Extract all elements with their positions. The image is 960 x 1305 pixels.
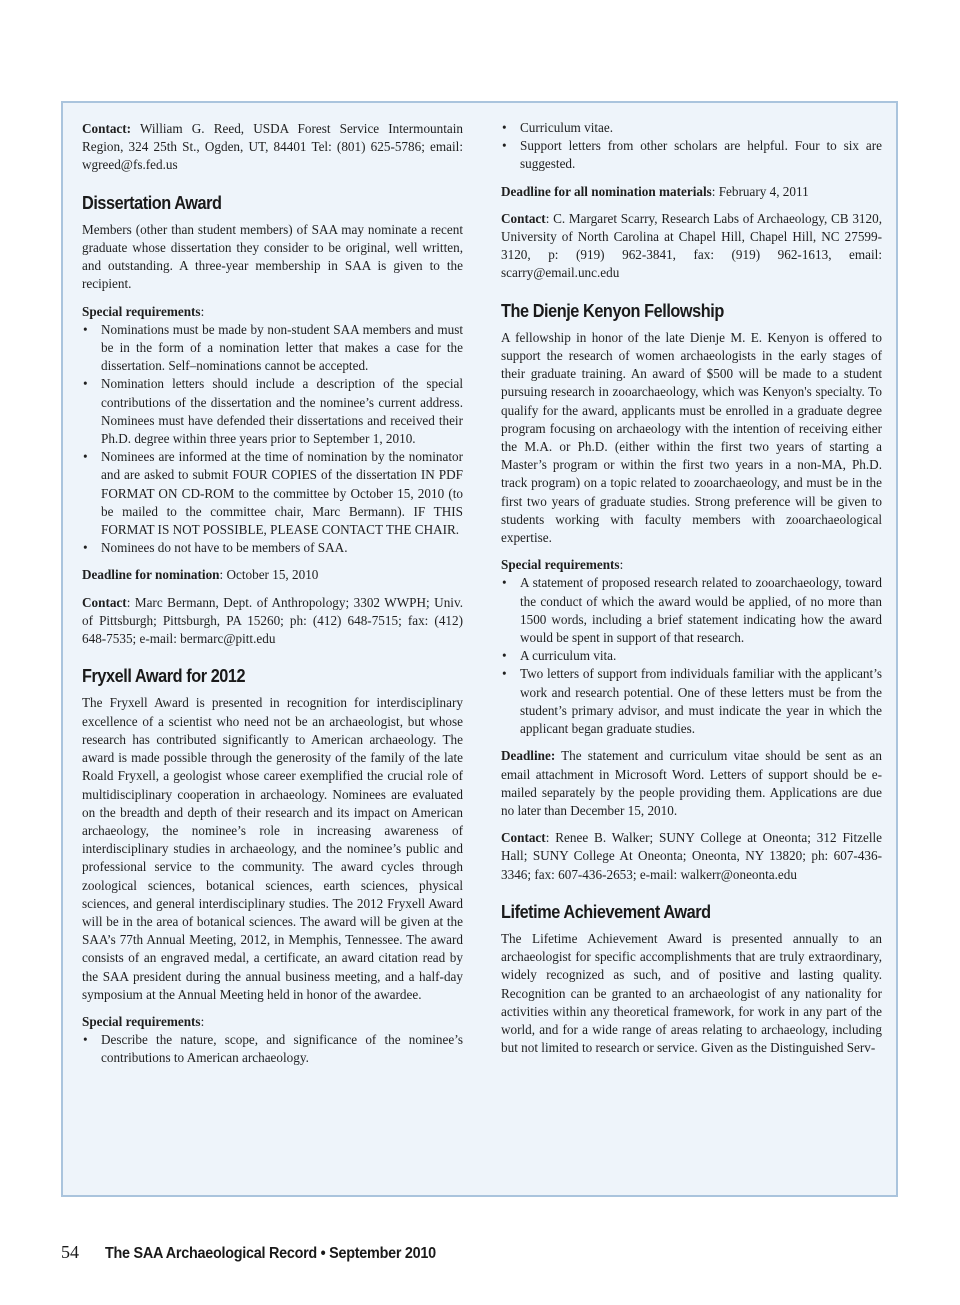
list-item: • A curriculum vita.	[501, 647, 882, 665]
page-footer	[61, 1242, 473, 1263]
dissertation-requirements-list	[82, 321, 463, 558]
list-item: • Support letters from other scholars are helpful. Four to six are suggested.	[501, 137, 882, 173]
fryxell-requirements-continued	[501, 119, 882, 174]
contact-reed: Contact: William G. Reed, USDA Forest Service Intermountain Region, 324 25th St., Ogden, UT, 84401 Tel: (801) 625-5786; email: wgreed@fs.fed.us	[82, 121, 463, 173]
lifetime-award-heading: Lifetime Achievement Award	[501, 900, 711, 922]
page-number: 54	[61, 1242, 79, 1262]
fryxell-award-heading: Fryxell Award for 2012	[82, 665, 246, 687]
kenyon-deadline: Deadline: The statement and curriculum vitae should be sent as an email attachment in Microsoft Word. Letters of support should be e-mailed separately by the people providing them. Applications are due no later than December 15, 2010.	[501, 748, 882, 818]
kenyon-fellowship-heading: The Dienje Kenyon Fellowship	[501, 299, 724, 321]
kenyon-req-label: Special requirements:	[501, 557, 624, 573]
lifetime-body: The Lifetime Achievement Award is presented annually to an archaeologist for specific accomplishments that are truly extraordinary, widely recognized as such, and of positive and lasting quality. Recognition can be granted to an archaeologist of any nationality for activities within any theoretical framework, for work in any part of the world, and for a wide range of areas relating to archaeology, including but not limited to research or service. Given as the Distinguished Serv-	[501, 930, 882, 1056]
list-item: • Nominees are informed at the time of nomination by the nominator and are asked to submit FOUR COPIES of the dissertation IN PDF FORMAT ON CD-ROM to the committee by October 15, 2010 (to be mailed to the committee chair, Marc Bermann). IF THIS FORMAT IS NOT POSSIBLE, PLEASE CONTACT THE CHAIR.	[82, 448, 463, 539]
right-column	[501, 119, 882, 1066]
fryxell-req-label: Special requirements:	[82, 1013, 205, 1029]
list-item: • Curriculum vitae.	[501, 119, 882, 137]
content-box	[61, 101, 898, 1197]
list-item: • Nominees do not have to be members of SAA.	[82, 539, 463, 557]
list-item: • Nomination letters should include a description of the special contributions of the dissertation and the nominee’s current address. Nominees must have defended their dissertations and received their Ph.D. degree within three years prior to September 1, 2010.	[82, 375, 463, 448]
fryxell-requirements-list	[82, 1031, 463, 1067]
list-item: • Describe the nature, scope, and significance of the nominee’s contributions to American archaeology.	[82, 1031, 463, 1067]
publication-title: The SAA Archaeological Record • September 2010	[105, 1245, 436, 1262]
list-item: • Nominations must be made by non-student SAA members and must be in the form of a nomination letter that makes a case for the dissertation. Self–nominations cannot be accepted.	[82, 321, 463, 376]
kenyon-contact: Contact: Renee B. Walker; SUNY College at Oneonta; 312 Fitzelle Hall; SUNY College At Oneonta; Oneonta, NY 13820; ph: 607-436-3346; fax: 607-436-2653; e-mail: walkerr@oneonta.edu	[501, 830, 882, 882]
list-item: • Two letters of support from individuals familiar with the applicant’s work and research potential. One of these letters must be from the student’s primary advisor, and must indicate the year in which the applicant began graduate studies.	[501, 665, 882, 738]
dissertation-deadline: Deadline for nomination: October 15, 2010	[82, 567, 319, 583]
fryxell-body: The Fryxell Award is presented in recognition for interdisciplinary excellence of a scientist who need not be an archaeologist, but whose research has contributed significantly to American archaeology. The award is made possible through the generosity of the family of the late Roald Fryxell, a geologist whose career exemplified the crucial role of multidisciplinary cooperation in archaeology. Nominees are evaluated on the breadth and depth of their research and its impact on American archaeology, the nominee’s role in increasing awareness of interdisciplinary studies in archaeology, and the nominee’s public and professional service to the community. The award cycles through zoological sciences, botanical sciences, earth sciences, physical sciences, and general interdisciplinary studies. The 2012 Fryxell Award will be in the area of botanical sciences. The award will be given at the SAA’s 77th Annual Meeting, 2012, in Memphis, Tennessee. The award consists of an engraved medal, a certificate, an award citation read by the SAA president during the annual business meeting, and a half-day symposium at the Annual Meeting held in honor of the awardee.	[82, 695, 463, 1002]
dissertation-award-heading: Dissertation Award	[82, 191, 222, 213]
left-column	[82, 120, 463, 1077]
fryxell-deadline: Deadline for all nomination materials: February 4, 2011	[501, 183, 809, 199]
dissertation-contact: Contact: Marc Bermann, Dept. of Anthropology; 3302 WWPH; Univ. of Pittsburgh; Pittsburgh, PA 15260; ph: (412) 648-7515; fax: (412) 648-7535; e-mail: bermarc@pitt.edu	[82, 594, 463, 647]
dissertation-req-label: Special requirements:	[82, 303, 205, 319]
fryxell-contact: Contact: C. Margaret Scarry, Research Labs of Archaeology, CB 3120, University of North Carolina at Chapel Hill, Chapel Hill, NC 27599-3120, p: (919) 962-3841, fax: (919) 962-1613, email: scarry@email.unc.edu	[501, 210, 882, 281]
kenyon-body: A fellowship in honor of the late Dienje M. E. Kenyon is offered to support the research of women archaeologists in the early stages of their graduate training. An award of $500 will be made to a student pursuing research in zooarchaeology, which was Kenyon's specialty. To qualify for the award, applicants must be enrolled in a graduate degree program focusing on archaeology with the intention of receiving either the M.A. or Ph.D. (either within the first two years of starting a Master’s program or within the first two years in a non-MA, Ph.D. track program) on a topic related to zooarchaeology, and must be in the first two years of graduate studies. Strong preference will be given to students working with faculty members with zooarchaeological expertise.	[501, 329, 882, 546]
kenyon-requirements-list	[501, 574, 882, 738]
dissertation-intro: Members (other than student members) of SAA may nominate a recent graduate whose dissertation they consider to be original, well written, and outstanding. A three-year membership in SAA is given to the recipient.	[82, 221, 463, 292]
list-item: • A statement of proposed research related to zooarchaeology, toward the conduct of which the award would be applied, of no more than 1500 words, including a brief statement indicating how the award would be spent in support of that research.	[501, 574, 882, 647]
